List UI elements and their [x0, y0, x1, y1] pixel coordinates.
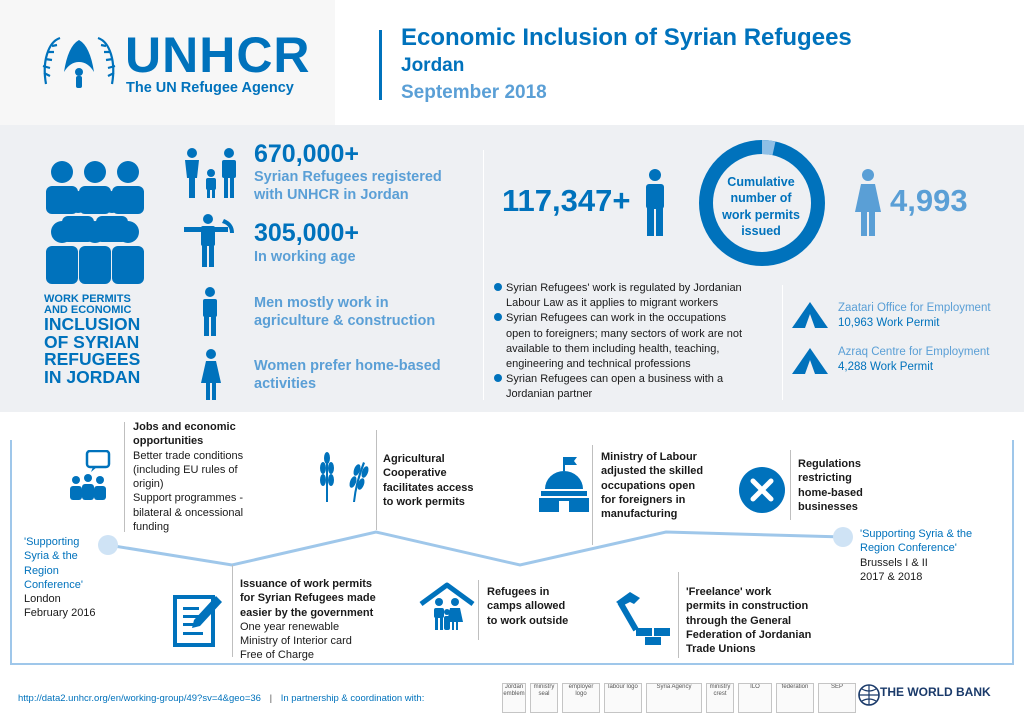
conf-line: Region — [24, 564, 59, 577]
camps-milestone — [487, 585, 568, 628]
milestone-line: businesses — [798, 500, 858, 513]
label-line: activities — [254, 376, 317, 393]
label-line: Cumulative — [727, 175, 795, 189]
bullet-line: Labour Law as it applies to migrant workers — [506, 297, 719, 310]
office-name: Zaatari Office for Employment — [838, 302, 991, 314]
unhcr-emblem-icon — [40, 32, 118, 92]
milestone-line: (including EU rules of — [133, 463, 238, 476]
government-building-icon — [537, 455, 591, 513]
milestone-line: to work permits — [383, 495, 465, 508]
shelter-family-icon — [418, 582, 476, 632]
issuance-milestone — [240, 577, 376, 663]
bullet-dot-icon — [494, 313, 502, 321]
bullet-line: Jordanian partner — [506, 388, 593, 401]
partnership-label: In partnership & coordination with: — [280, 693, 425, 704]
title-divider — [379, 30, 382, 100]
office-permits: 10,963 Work Permit — [838, 317, 940, 329]
timeline-marker — [376, 430, 377, 530]
office-permits: 4,288 Work Permit — [838, 361, 934, 373]
timeline-marker — [592, 445, 593, 545]
milestone-line: to work outside — [487, 614, 569, 627]
working-age-count: 305,000+ — [254, 219, 359, 247]
hammer-bricks-icon — [614, 590, 674, 646]
women-permits-count: 4,993 — [890, 183, 968, 218]
permit-document-icon — [172, 592, 224, 648]
milestone-line: occupations open — [601, 479, 696, 492]
bullet-line: open to foreigners; many sectors of work are not — [506, 327, 743, 340]
end-conference — [860, 527, 972, 584]
milestone-line: Ministry of Interior card — [240, 635, 352, 648]
bullet-line: available to them including health, teaching, — [506, 342, 720, 355]
partner-logo: ILO — [738, 683, 772, 713]
conf-line: Conference' — [24, 578, 83, 591]
theme-line: INCLUSION — [44, 314, 141, 334]
theme-line: AND ECONOMIC — [44, 304, 132, 316]
milestone-line: home-based — [798, 486, 863, 499]
milestone-line: 'Freelance' work — [686, 586, 772, 598]
refugee-family-icon — [40, 158, 150, 286]
timeline-marker — [478, 580, 479, 640]
office-divider — [782, 285, 783, 400]
working-age-label: In working age — [254, 249, 356, 265]
milestone-line: funding — [133, 521, 170, 534]
panel-divider — [483, 150, 484, 400]
milestone-line: adjusted the skilled — [601, 465, 704, 478]
agri-milestone — [383, 452, 474, 509]
report-date: September 2018 — [401, 82, 547, 103]
bullet-line: Syrian Refugees' work is regulated by Jordanian — [506, 282, 742, 294]
milestone-line: through the General — [686, 614, 792, 627]
wheat-icon — [313, 452, 373, 504]
freelance-milestone — [686, 585, 811, 656]
restriction-x-icon — [738, 466, 786, 514]
theme-line: OF SYRIAN — [44, 331, 140, 352]
bullet-item — [494, 311, 774, 372]
conf-line: February 2016 — [24, 607, 96, 620]
woman-icon — [200, 349, 222, 401]
timeline-edge — [10, 440, 12, 665]
tent-icon — [790, 346, 830, 376]
footer-source — [18, 693, 424, 704]
milestone-line: Federation of Jordanian — [686, 628, 812, 641]
label-line: issued — [741, 223, 781, 238]
conf-line: London — [24, 593, 61, 606]
people-discussion-icon — [67, 450, 117, 502]
footer-divider — [10, 663, 1014, 665]
jobs-milestone — [133, 420, 243, 534]
man-icon — [200, 287, 220, 337]
milestone-line: Trade Unions — [686, 643, 756, 656]
partner-logo: Syria Agency — [646, 683, 702, 713]
milestone-line: manufacturing — [601, 508, 678, 521]
conf-line: Brussels I & II — [860, 556, 928, 569]
worker-icon — [184, 213, 236, 269]
office-name: Azraq Centre for Employment — [838, 346, 990, 358]
partner-logo: ministry crest — [706, 683, 734, 713]
milestone-title: for Syrian Refugees made — [240, 592, 376, 605]
label-line: number of — [730, 191, 792, 206]
man-icon — [642, 169, 668, 237]
theme-line: IN JORDAN — [44, 366, 141, 387]
milestone-line: permits in construction — [686, 600, 809, 613]
partner-logo: Jordan emblem — [502, 683, 526, 713]
donut-label — [715, 174, 807, 239]
timeline-edge — [1012, 440, 1014, 665]
milestone-line: One year renewable — [240, 620, 340, 633]
bullet-item — [494, 372, 774, 402]
world-bank-globe-icon — [858, 684, 880, 706]
theme-line: WORK PERMITS — [44, 293, 131, 305]
milestone-title: Issuance of work permits — [240, 578, 373, 590]
page-subtitle: Jordan — [401, 55, 465, 76]
women-work-label — [254, 357, 441, 393]
milestone-line: restricting — [798, 472, 852, 485]
milestone-line: Ministry of Labour — [601, 451, 697, 463]
woman-icon — [854, 169, 882, 237]
partner-logo: employer logo — [562, 683, 600, 713]
regulations-milestone — [798, 457, 863, 514]
milestone-title: Jobs and economic — [133, 421, 236, 433]
label-line: Women prefer home-based — [254, 358, 441, 374]
milestone-line: origin) — [133, 478, 164, 491]
milestone-line: Regulations — [798, 458, 861, 470]
milestone-title: easier by the government — [240, 606, 374, 619]
registered-count: 670,000+ — [254, 140, 359, 168]
milestone-line: facilitates access — [383, 481, 474, 494]
label-line: Syrian Refugees registered — [254, 169, 442, 185]
start-conference — [24, 535, 96, 621]
milestone-line: Better trade conditions — [133, 449, 244, 462]
tent-icon — [790, 300, 830, 330]
bullet-item — [494, 281, 774, 311]
milestone-line: bilateral & oncessional — [133, 506, 244, 519]
bullet-dot-icon — [494, 283, 502, 291]
milestone-line: Free of Charge — [240, 649, 314, 662]
timeline-marker — [232, 565, 233, 657]
label-line: work permits — [722, 207, 800, 222]
milestone-line: for foreigners in — [601, 493, 686, 506]
milestone-line: Agricultural — [383, 453, 445, 465]
label-line: agriculture & construction — [254, 313, 436, 330]
timeline-marker — [790, 450, 791, 520]
world-bank-logo: THE WORLD BANK — [880, 685, 991, 699]
conf-line: 'Supporting — [24, 536, 80, 548]
conf-line: Syria & the — [24, 550, 78, 563]
regulation-bullets — [494, 281, 774, 402]
bullet-line: Syrian Refugees can open a business with a — [506, 373, 724, 386]
registered-label — [254, 168, 442, 204]
partner-logo: labour logo — [604, 683, 642, 713]
conf-line: Region Conference' — [860, 542, 957, 555]
page-title: Economic Inclusion of Syrian Refugees — [401, 24, 852, 51]
source-link[interactable]: http://data2.unhcr.org/en/working-group/49?sv=4&geo=36 — [18, 693, 261, 704]
infographic-theme-title — [44, 294, 154, 386]
label-line: with UNHCR in Jordan — [254, 187, 409, 204]
theme-line: REFUGEES — [44, 349, 141, 369]
men-permits-count: 117,347+ — [502, 183, 631, 218]
timeline-marker — [678, 572, 679, 658]
ministry-milestone — [601, 450, 703, 521]
bullet-dot-icon — [494, 374, 502, 382]
timeline-marker — [124, 422, 125, 532]
milestone-line: camps allowed — [487, 600, 566, 613]
family-icon — [181, 147, 241, 199]
partner-logo: federation — [776, 683, 814, 713]
milestone-line: Support programmes - — [133, 492, 244, 505]
label-line: Men mostly work in — [254, 295, 389, 311]
milestone-title: opportunities — [133, 435, 204, 448]
bullet-line: engineering and technical professions — [506, 357, 691, 370]
logo-subtitle: The UN Refugee Agency — [126, 80, 294, 96]
milestone-line: Cooperative — [383, 467, 447, 480]
logo-wordmark: UNHCR — [125, 27, 311, 83]
milestone-line: Refugees in — [487, 586, 550, 598]
partner-logo: ministry seal — [530, 683, 558, 713]
men-work-label — [254, 294, 435, 330]
conf-line: 2017 & 2018 — [860, 570, 923, 583]
logo-area — [0, 0, 335, 125]
footer-separator: | — [269, 693, 273, 704]
conf-line: 'Supporting Syria & the — [860, 528, 973, 540]
partner-logo: SEP — [818, 683, 856, 713]
bullet-line: Syrian Refugees can work in the occupations — [506, 312, 727, 325]
